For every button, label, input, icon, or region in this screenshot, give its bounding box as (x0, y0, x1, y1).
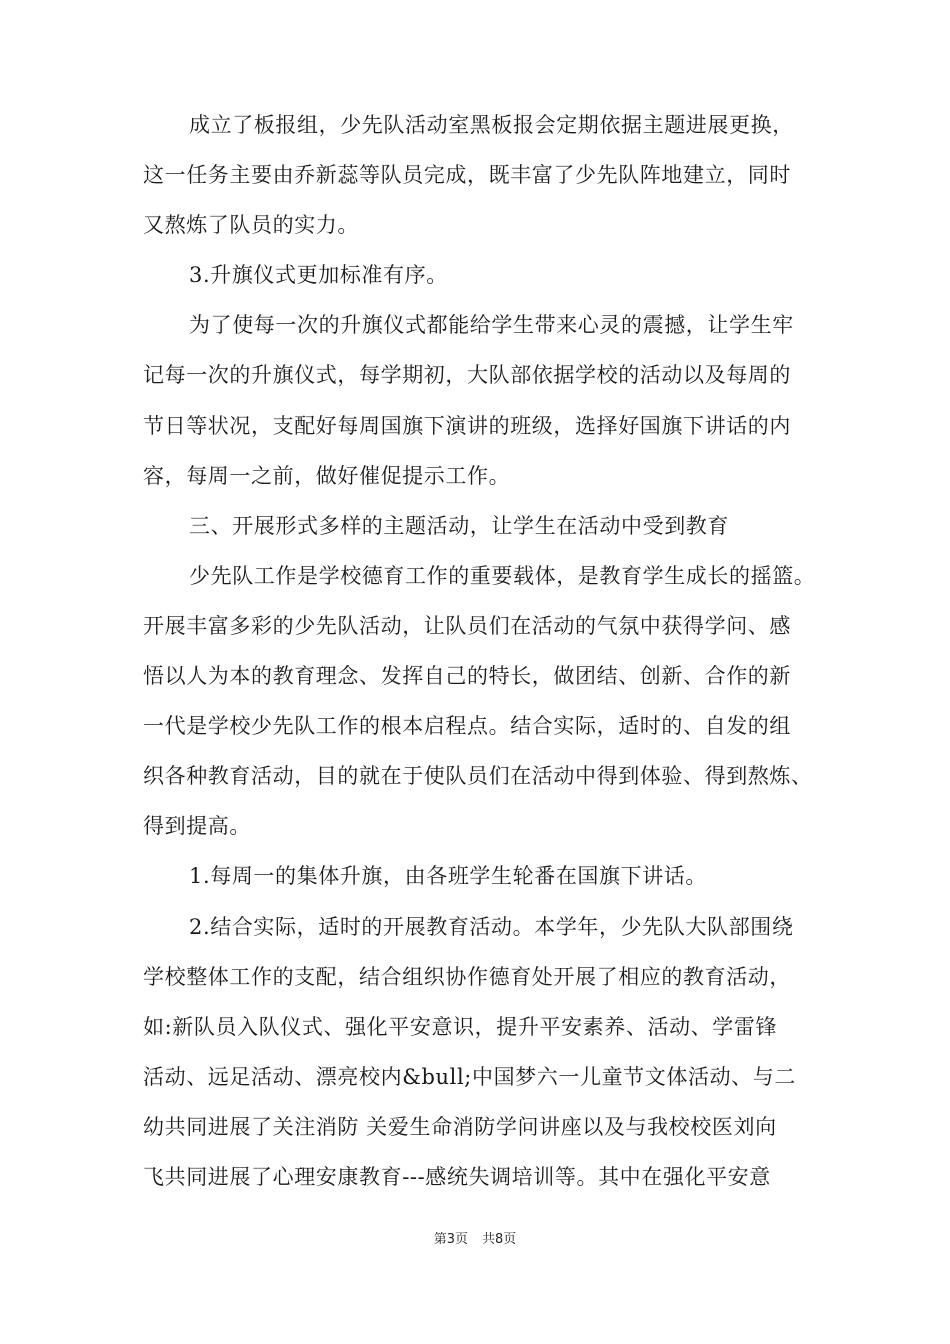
text-line: 记每一次的升旗仪式，每学期初，大队部依据学校的活动以及每周的 (143, 363, 791, 388)
page-total: 共8页 (482, 1232, 517, 1247)
text-line: 三、开展形式多样的主题活动，让学生在活动中受到教育 (189, 513, 729, 538)
text-line: 3.升旗仪式更加标准有序。 (189, 263, 448, 288)
text-line: 为了使每一次的升旗仪式都能给学生带来心灵的震撼，让学生牢 (189, 313, 794, 338)
text-line: 开展丰富多彩的少先队活动，让队员们在活动的气氛中获得学问、感 (143, 613, 791, 638)
text-line: 如:新队员入队仪式、强化平安意识，提升平安素养、活动、学雷锋 (143, 1014, 778, 1039)
text-line: 成立了板报组，少先队活动室黑板报会定期依据主题进展更换， (189, 113, 794, 137)
text-line: 这一任务主要由乔新蕊等队员完成，既丰富了少先队阵地建立，同时 (143, 163, 791, 188)
text-line: 少先队工作是学校德育工作的重要载体，是教育学生成长的摇篮。 (189, 563, 816, 588)
text-line: 学校整体工作的支配，结合组织协作德育处开展了相应的教育活动， (143, 964, 791, 989)
text-line: 一代是学校少先队工作的根本启程点。结合实际，适时的、自发的组 (143, 714, 791, 739)
text-line: 织各种教育活动，目的就在于使队员们在活动中得到体验、得到熬炼、 (143, 764, 813, 789)
text-line: 又熬炼了队员的实力。 (143, 213, 359, 238)
text-line: 飞共同进展了心理安康教育---感统失调培训等。其中在强化平安意 (143, 1164, 771, 1189)
page-number: 第3页 (433, 1232, 468, 1247)
text-line: 活动、远足活动、漂亮校内&bull;中国梦六一儿童节文体活动、与二 (143, 1064, 796, 1089)
text-line: 得到提高。 (143, 814, 251, 839)
text-line: 1.每周一的集体升旗，由各班学生轮番在国旗下讲话。 (189, 864, 708, 889)
text-line: 节日等状况，支配好每周国旗下演讲的班级，选择好国旗下讲话的内 (143, 413, 791, 438)
text-line: 幼共同进展了关注消防 关爱生命消防学问讲座以及与我校校医刘向 (143, 1114, 777, 1139)
text-line: 2.结合实际，适时的开展教育活动。本学年，少先队大队部围绕 (189, 914, 794, 939)
document-body (143, 100, 823, 1202)
page-footer (0, 1228, 950, 1247)
text-line: 悟以人为本的教育理念、发挥自己的特长，做团结、创新、合作的新 (143, 664, 791, 689)
text-line: 容，每周一之前，做好催促提示工作。 (143, 463, 511, 488)
